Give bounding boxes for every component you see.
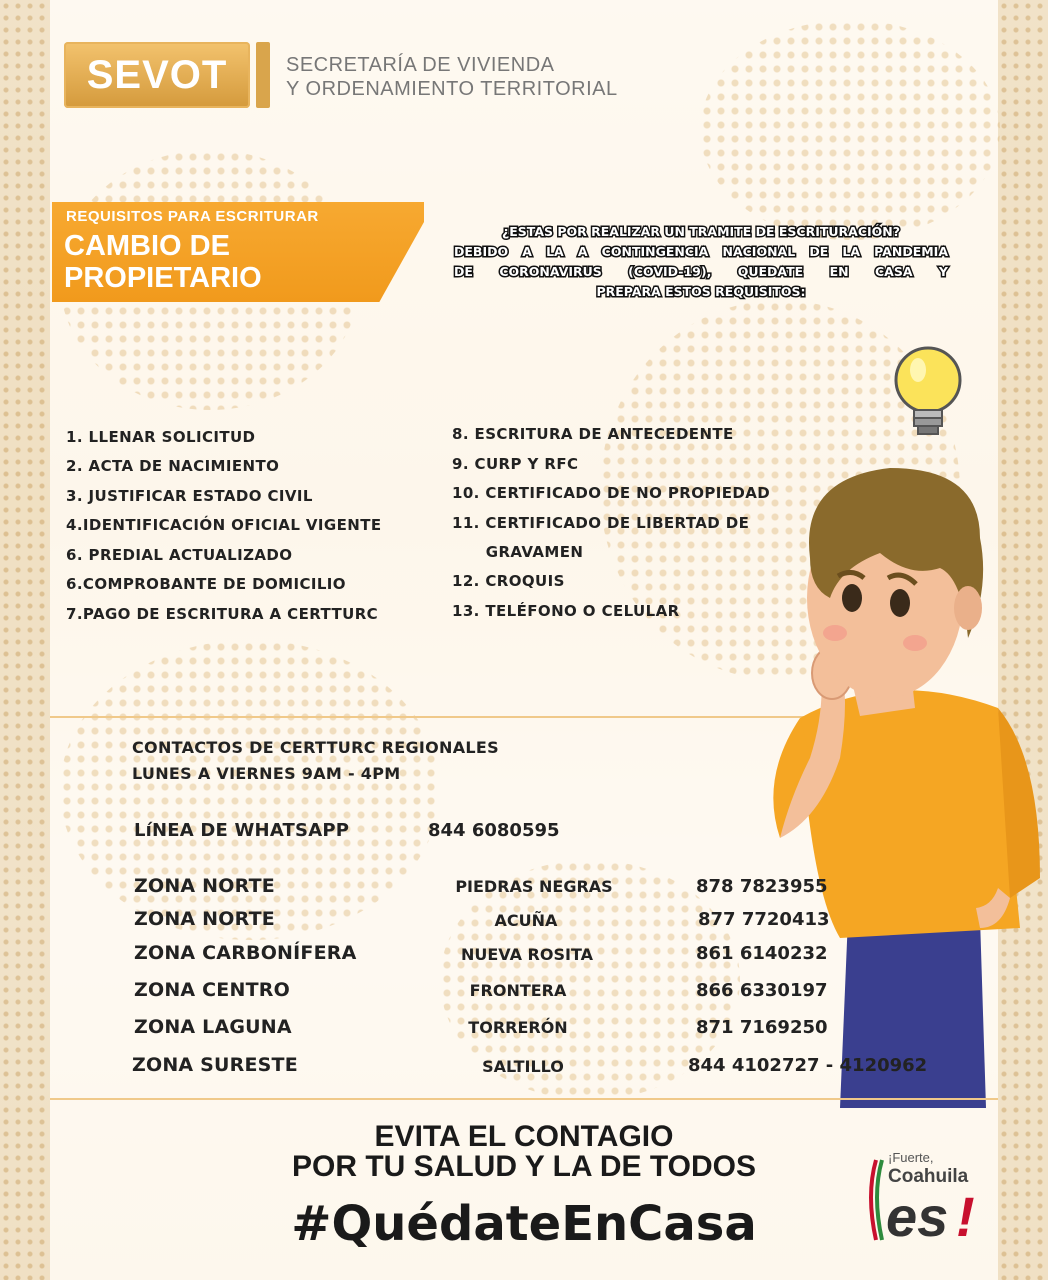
zone-name: ZONA NORTE bbox=[134, 875, 275, 897]
intro-line: DE CORONAVIRUS (COVID-19), QUEDATE EN CASA Y bbox=[454, 264, 948, 279]
logo-divider bbox=[256, 42, 270, 108]
zone-name: ZONA LAGUNA bbox=[134, 1016, 292, 1038]
agency-name-line1: SECRETARÍA DE VIVIENDA bbox=[286, 54, 555, 76]
requirement-item: 3. JUSTIFICAR ESTADO CIVIL bbox=[66, 487, 313, 505]
zone-city: SALTILLO bbox=[482, 1057, 564, 1076]
requirement-item: 6.COMPROBANTE DE DOMICILIO bbox=[66, 575, 346, 593]
zone-phone: 877 7720413 bbox=[698, 909, 830, 930]
section-divider bbox=[50, 1098, 998, 1100]
requirement-item: 2. ACTA DE NACIMIENTO bbox=[66, 457, 280, 475]
zone-city: TORRERÓN bbox=[468, 1018, 568, 1037]
whatsapp-number: 844 6080595 bbox=[428, 820, 560, 841]
requirement-item: GRAVAMEN bbox=[452, 543, 584, 561]
intro-line: ¿ESTAS POR REALIZAR UN TRAMITE DE ESCRITURACIÓN? bbox=[501, 224, 900, 239]
requirement-item: 10. CERTIFICADO DE NO PROPIEDAD bbox=[452, 484, 771, 502]
zone-phone: 871 7169250 bbox=[696, 1017, 828, 1038]
zone-phone: 878 7823955 bbox=[696, 876, 828, 897]
zone-phone: 866 6330197 bbox=[696, 980, 828, 1001]
sevot-logo bbox=[64, 42, 250, 108]
zone-city: FRONTERA bbox=[469, 981, 567, 1000]
zone-city: NUEVA ROSITA bbox=[460, 945, 593, 964]
requirement-item: 12. CROQUIS bbox=[452, 572, 565, 590]
requirement-item: 13. TELÉFONO O CELULAR bbox=[452, 602, 680, 620]
halftone-decoration bbox=[700, 20, 1000, 240]
footer-line1: EVITA EL CONTAGIO bbox=[374, 1120, 674, 1153]
hashtag: #QuédateEnCasa bbox=[291, 1196, 757, 1252]
zone-phone: 861 6140232 bbox=[696, 943, 828, 964]
zone-name: ZONA NORTE bbox=[134, 908, 275, 930]
lightbulb-icon bbox=[888, 340, 968, 450]
requirement-item: 7.PAGO DE ESCRITURA A CERTTURC bbox=[66, 605, 379, 623]
requirement-item: 8. ESCRITURA DE ANTECEDENTE bbox=[452, 425, 734, 443]
thinking-person-illustration bbox=[740, 458, 1048, 1108]
contacts-hours: LUNES A VIERNES 9AM - 4PM bbox=[132, 764, 401, 783]
sevot-logo-text: SEVOT bbox=[86, 53, 228, 97]
whatsapp-label: LíNEA DE WHATSAPP bbox=[134, 820, 350, 841]
svg-text:¡Fuerte,: ¡Fuerte, bbox=[888, 1150, 934, 1165]
zone-name: ZONA CENTRO bbox=[134, 979, 290, 1001]
zone-city: ACUÑA bbox=[494, 911, 558, 930]
zone-phone: 844 4102727 - 4120962 bbox=[688, 1055, 928, 1076]
banner-title-line2: PROPIETARIO bbox=[64, 262, 262, 294]
agency-name-line2: Y ORDENAMIENTO TERRITORIAL bbox=[286, 78, 618, 100]
intro-paragraph bbox=[454, 222, 948, 302]
intro-line: PREPARA ESTOS REQUISITOS: bbox=[596, 284, 806, 299]
footer-line2: POR TU SALUD Y LA DE TODOS bbox=[292, 1150, 756, 1183]
requirement-item: 9. CURP Y RFC bbox=[452, 455, 579, 473]
svg-text:!: ! bbox=[956, 1185, 975, 1248]
requirement-item: 4.IDENTIFICACIÓN OFICIAL VIGENTE bbox=[66, 516, 382, 534]
zone-name: ZONA SURESTE bbox=[132, 1054, 298, 1076]
svg-text:Coahuila: Coahuila bbox=[888, 1166, 969, 1187]
requirement-item: 1. LLENAR SOLICITUD bbox=[66, 428, 256, 446]
coahuila-es-logo bbox=[862, 1140, 982, 1250]
requirement-item: 11. CERTIFICADO DE LIBERTAD DE bbox=[452, 514, 750, 532]
banner-subtitle: REQUISITOS PARA ESCRITURAR bbox=[66, 208, 319, 225]
banner-title-line1: CAMBIO DE bbox=[64, 230, 230, 262]
left-halftone-border bbox=[0, 0, 50, 1280]
zone-name: ZONA CARBONÍFERA bbox=[134, 942, 357, 964]
contacts-header: CONTACTOS DE CERTTURC REGIONALES bbox=[132, 738, 499, 757]
requirement-item: 6. PREDIAL ACTUALIZADO bbox=[66, 546, 293, 564]
intro-line: DEBIDO A LA A CONTINGENCIA NACIONAL DE LA PANDEMIA bbox=[454, 244, 948, 259]
svg-text:es: es bbox=[886, 1185, 949, 1248]
zone-city: PIEDRAS NEGRAS bbox=[455, 877, 613, 896]
